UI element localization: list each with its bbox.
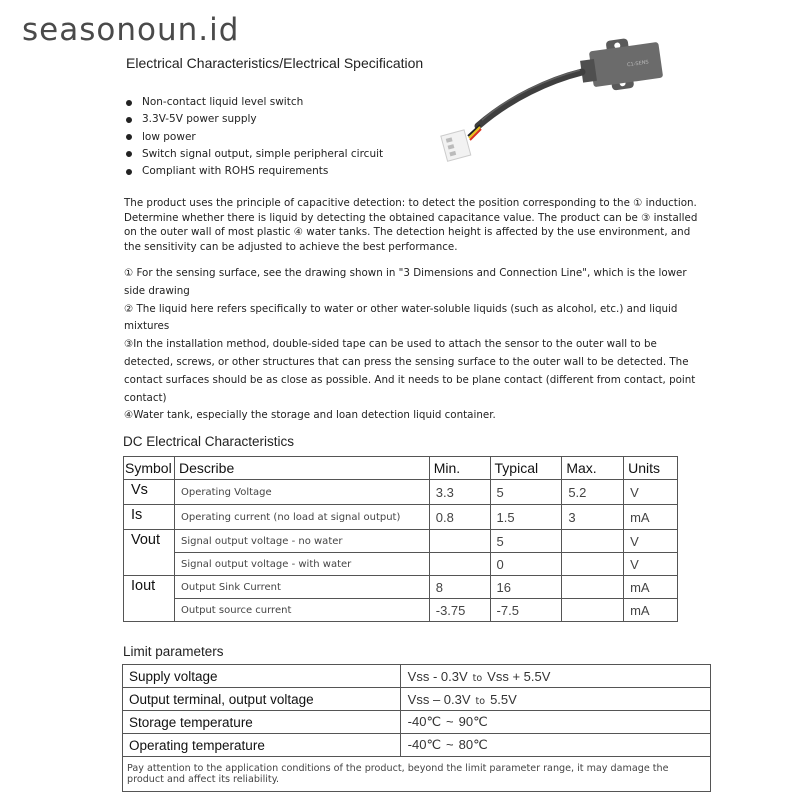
header-min: Min. — [429, 457, 490, 480]
cell-describe: Signal output voltage - with water — [174, 553, 429, 576]
cell-describe: Output source current — [174, 599, 429, 622]
bullet-icon — [126, 117, 132, 123]
cell-typical: 0 — [490, 553, 562, 576]
cell-units: V — [624, 480, 678, 505]
bullet-icon — [126, 169, 132, 175]
limit-parameters-table — [122, 664, 711, 792]
cell-range: -40℃ ~ 90℃ — [400, 711, 710, 734]
svg-text:C1-SENS: C1-SENS — [626, 59, 650, 69]
cell-symbol: Is — [124, 505, 175, 530]
cell-describe: Operating current (no load at signal output) — [174, 505, 429, 530]
cell-units: mA — [624, 599, 678, 622]
page-title: Electrical Characteristics/Electrical Specification — [126, 55, 424, 71]
cell-symbol: Vout — [124, 530, 175, 576]
table-row — [123, 665, 711, 688]
header-describe: Describe — [174, 457, 429, 480]
table-row — [124, 599, 678, 622]
cell-range: Vss - 0.3V to Vss + 5.5V — [400, 665, 710, 688]
cell-max — [562, 553, 624, 576]
cell-units: mA — [624, 505, 678, 530]
cell-parameter: Output terminal, output voltage — [123, 688, 401, 711]
table-row — [124, 505, 678, 530]
cell-units: V — [624, 553, 678, 576]
table-header-row — [124, 457, 678, 480]
table-row — [124, 553, 678, 576]
cell-describe: Operating Voltage — [174, 480, 429, 505]
cell-symbol: Iout — [124, 576, 175, 622]
header-units: Units — [624, 457, 678, 480]
cell-typical: -7.5 — [490, 599, 562, 622]
bullet-icon — [126, 100, 132, 106]
header-max: Max. — [562, 457, 624, 480]
feature-item: low power — [124, 129, 383, 146]
feature-item: 3.3V-5V power supply — [124, 111, 383, 128]
table-row — [123, 711, 711, 734]
cell-max — [562, 530, 624, 553]
description-paragraph: The product uses the principle of capacitive detection: to detect the position corresponding to the ① induction. Determine whether there is liquid by detecting the obtained capacitance value. The product can be ③ installed on the outer wall of most plastic ④ water tanks. The detection height is affected by the use environment, and the sensitivity can be adjusted to achieve the best performance. — [124, 197, 698, 253]
cell-parameter: Storage temperature — [123, 711, 401, 734]
product-image — [440, 28, 700, 168]
table-row — [123, 688, 711, 711]
bullet-icon — [126, 134, 132, 140]
cell-max: 3 — [562, 505, 624, 530]
note-item: ③In the installation method, double-sided tape can be used to attach the sensor to the outer wall to be detected, screws, or other structures that can press the sensing surface to the outer wall to be detected. The contact surfaces should be as close as possible. And it needs to be plane contact (different from contact, point contact) — [124, 338, 696, 404]
cell-range: -40℃ ~ 80℃ — [400, 734, 710, 757]
cell-max: 5.2 — [562, 480, 624, 505]
cell-min: 0.8 — [429, 505, 490, 530]
cell-units: V — [624, 530, 678, 553]
cell-range: Vss – 0.3V to 5.5V — [400, 688, 710, 711]
table-row — [124, 480, 678, 505]
dc-table-title: DC Electrical Characteristics — [123, 434, 295, 449]
bullet-icon — [126, 151, 132, 157]
limit-note: Pay attention to the application conditions of the product, beyond the limit parameter range, it may damage the product and affect its reliability. — [123, 757, 711, 792]
note-item: ① For the sensing surface, see the drawing shown in "3 Dimensions and Connection Line", which is the lower side drawing — [124, 267, 687, 297]
limit-table-title: Limit parameters — [123, 644, 224, 659]
table-row — [124, 576, 678, 599]
cell-parameter: Operating temperature — [123, 734, 401, 757]
cell-typical: 5 — [490, 480, 562, 505]
cell-typical: 16 — [490, 576, 562, 599]
cell-min: -3.75 — [429, 599, 490, 622]
header-symbol: Symbol — [124, 457, 175, 480]
watermark: seasonoun.id — [22, 12, 240, 48]
cell-symbol: Vs — [124, 480, 175, 505]
note-item: ② The liquid here refers specifically to water or other water-soluble liquids (such as alcohol, etc.) and liquid mixtures — [124, 302, 678, 333]
cell-max — [562, 599, 624, 622]
table-row — [124, 530, 678, 553]
cell-typical: 5 — [490, 530, 562, 553]
cell-min: 8 — [429, 576, 490, 599]
table-note-row — [123, 757, 711, 792]
note-item: ④Water tank, especially the storage and loan detection liquid container. — [124, 409, 496, 422]
cell-typical: 1.5 — [490, 505, 562, 530]
cell-max — [562, 576, 624, 599]
header-typical: Typical — [490, 457, 562, 480]
cell-parameter: Supply voltage — [123, 665, 401, 688]
feature-list — [124, 94, 383, 180]
feature-item: Switch signal output, simple peripheral circuit — [124, 146, 383, 163]
feature-item: Compliant with ROHS requirements — [124, 163, 383, 180]
dc-characteristics-table — [123, 456, 678, 622]
cell-units: mA — [624, 576, 678, 599]
sensor-cable-icon — [440, 28, 700, 168]
cell-min — [429, 530, 490, 553]
table-row — [123, 734, 711, 757]
notes-list — [124, 265, 704, 425]
cell-describe: Output Sink Current — [174, 576, 429, 599]
cell-min — [429, 553, 490, 576]
feature-item: Non-contact liquid level switch — [124, 94, 383, 111]
cell-describe: Signal output voltage - no water — [174, 530, 429, 553]
cell-min: 3.3 — [429, 480, 490, 505]
